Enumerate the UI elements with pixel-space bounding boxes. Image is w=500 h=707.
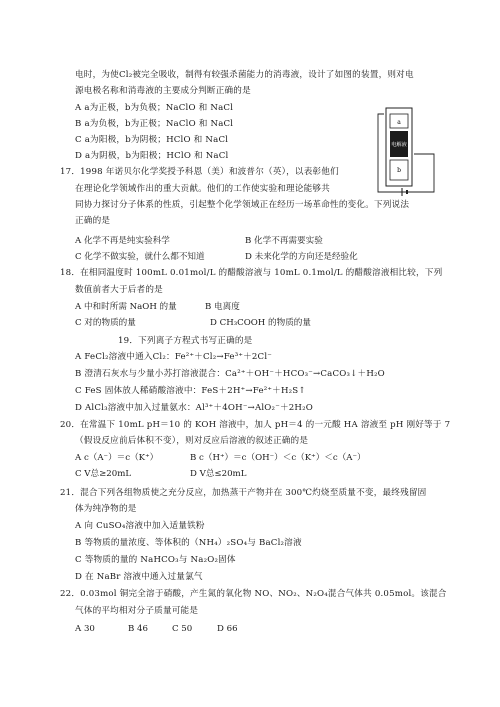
q19-option-d: D AlCl₃溶液中加入过量氨水：Al³⁺＋4OH⁻→AlO₂⁻＋2H₂O (75, 403, 313, 413)
q17-option-b: B 化学不再需要实验 (245, 236, 323, 246)
q22-option-c: C 50 (172, 624, 193, 634)
q16-line1: 电时，为使Cl₂被完全吸收，制得有较强杀菌能力的消毒液，设计了如图的装置，则对电 (75, 70, 414, 80)
q18-option-d: D CH₃COOH 的物质的量 (210, 318, 311, 328)
q19-option-c: C FeS 固体放人稀硝酸溶液中：FeS＋2H⁺→Fe²⁺＋H₂S↑ (75, 386, 306, 396)
q21-option-c: C 等物质的量的 NaHCO₃与 Na₂O₂固体 (75, 555, 236, 565)
q20-option-b: B c（H⁺）＝c（OH⁻）＜c（K⁺）＜c（A⁻） (190, 453, 366, 463)
q19-line1: 19．下列离子方程式书写正确的是 (118, 336, 253, 346)
q20-line2: （假设反应前后体积不变），则对反应后溶液的叙述正确的是 (75, 436, 309, 446)
q17-line4: 正确的是 (75, 216, 111, 226)
q16-option-a: A a为正极，b为负极；NaClO 和 NaCl (75, 103, 234, 113)
q21-line2: 体为纯净物的是 (75, 504, 137, 514)
q18-line1: 18．在相同温度时 100mL 0.01mol/L 的醋酸溶液与 10mL 0.1mol/L 的醋酸溶液相比较，下列 (60, 268, 443, 278)
q20-option-a: A c（A⁻）＝c（K⁺） (75, 453, 159, 463)
q17-line3: 同协力探讨分子体系的性质，引起整个化学领域正在经历一场革命性的变化。下列说法 (75, 200, 410, 210)
q16-line2: 源电极名称和消毒液的主要成分判断正确的是 (75, 86, 251, 96)
q19-option-b: B 澄清石灰水与少量小苏打溶液混合：Ca²⁺＋OH⁻＋HCO₃⁻→CaCO₃↓＋H₂O (75, 369, 385, 379)
q20-option-d: D V总≤20mL (190, 469, 247, 479)
electrolyte-label: 电解液 (391, 142, 407, 148)
q18-option-c: C 对的物质的量 (75, 318, 136, 328)
q18-option-b: B 电离度 (205, 302, 240, 312)
q22-line2: 气体的平均相对分子质量可能是 (75, 606, 199, 616)
q21-line1: 21．混合下列各组物质使之充分反应，加热蒸干产物并在 300℃灼烧至质量不变，最终残留固 (60, 488, 427, 498)
q19-option-a: A FeCl₂溶液中通入Cl₂：Fe²⁺＋Cl₂→Fe³⁺＋2Cl⁻ (75, 352, 273, 362)
q20-line1: 20．在常温下 10mL pH＝10 的 KOH 溶液中，加人 pH＝4 的一元酸 HA 溶液至 pH 刚好等于 7 (60, 420, 451, 430)
label-a: a (397, 119, 401, 126)
q20-option-c: C V总≥20mL (75, 469, 132, 479)
q21-option-b: B 等物质的量浓度、等体积的（NH₄）₂SO₄与 BaCl₂溶液 (75, 538, 302, 548)
q18-option-a: A 中和时所需 NaOH 的量 (75, 302, 177, 312)
q16-option-d: D a为阴极，b为阳极；HClO 和 NaCl (75, 151, 229, 161)
q17-line2: 在理论化学领域作出的重大贡献。他们的工作使实验和理论能够共 (75, 184, 331, 194)
q21-option-d: D 在 NaBr 溶液中通入过量氯气 (75, 572, 203, 582)
q17-line1: 17．1998 年诺贝尔化学奖授予科恩（美）和波普尔（英），以表彰他们 (60, 167, 339, 177)
q21-option-a: A 向 CuSO₄溶液中加入适量铁粉 (75, 521, 205, 531)
label-b: b (397, 167, 401, 174)
q22-option-b: B 46 (128, 624, 148, 634)
q16-option-b: B a为负极，b为正极；NaClO 和 NaCl (75, 119, 234, 129)
q22-option-a: A 30 (75, 624, 95, 634)
q17-option-c: C 化学不做实验，就什么都不知道 (75, 252, 205, 262)
q17-option-a: A 化学不再是纯实验科学 (75, 236, 170, 246)
q17-option-d: D 未来化学的方向还是经验化 (245, 252, 358, 262)
q22-line1: 22．0.03mol 铜完全溶于硝酸，产生氮的氧化物 NO、NO₂、N₂O₄混合气体共 0.05mol。该混合 (60, 589, 447, 599)
q22-option-d: D 66 (217, 624, 238, 634)
q18-line2: 数值前者大于后者的是 (75, 285, 163, 295)
q16-option-c: C a为阳极，b为阴极；HClO 和 NaCl (75, 135, 229, 145)
electrolysis-diagram (376, 104, 436, 196)
